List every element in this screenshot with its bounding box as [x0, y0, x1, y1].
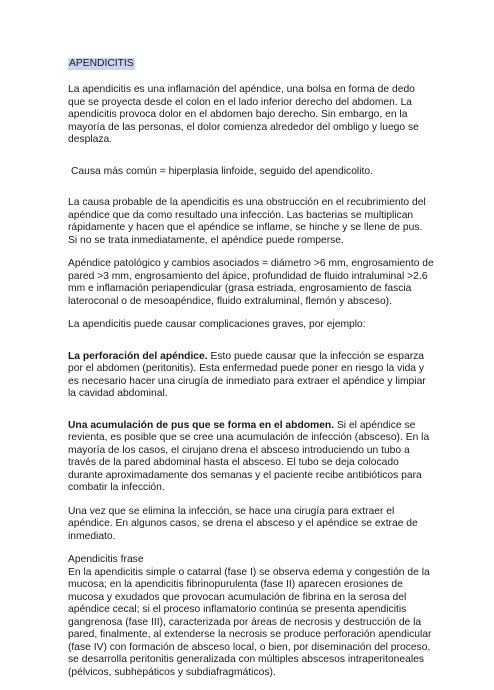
paragraph-abscess — [68, 420, 434, 495]
paragraph-perforation — [68, 351, 434, 401]
paragraph-pathologic-changes: Apéndice patológico y cambios asociados = diámetro >6 mm, engrosamiento de pared >3 mm, engrosamiento del ápice, profundidad de fluido intraluminal >2.6 mm e inflamación periapendicular (grasa estriada, engrosamiento de fascia lateroconal o de mesoapéndice, fluido extraluminal, flemón y absceso). — [68, 258, 434, 307]
paragraph-phases: En la apendicitis simple o catarral (fase I) se observa edema y congestión de la mucosa; en la apendicitis fibrinopurulenta (fase II) aparecen erosiones de mucosa y exudados que provocan acumulación de fibrina en la serosa del apéndice cecal; si el proceso inflamatorio continúa se presenta apendicitis gangrenosa (fase III), caracterizada por áreas de necrosis y destrucción de la pared, finalmente, al extenderse la necrosis se produce perforación apendicular (fase IV) con formación de absceso local, o bien, por diseminación del proceso, se desarrolla peritonitis generalizada con múltiples abscesos intraperitoneales (pélvicos, subhepáticos y subdiafragmáticos). — [68, 566, 432, 678]
perforation-text: Esto puede causar que la infección se esparza por el abdomen (peritonitis). Esta enfermedad puede poner en riesgo la vida y es necesario hacer una cirugía de inmediato para extraer el apéndice y limpiar la cavidad abdominal. — [68, 350, 426, 399]
abscess-heading: Una acumulación de pus que se forma en el abdomen. — [68, 419, 335, 431]
paragraph-common-cause: Causa más común = hiperplasia linfoide, seguido del apendicolito. — [71, 165, 373, 177]
abscess-text: Si el apéndice se revienta, es posible que se cree una acumulación de infección (absceso). En la mayoría de los casos, el cirujano drena el absceso introduciendo un tubo a través de la pared abdominal hasta el absceso. El tubo se deja colocado durante aproximadamente dos semanas y el paciente recibe antibióticos para combatir la infección. — [68, 419, 430, 493]
phase-heading: Apendicitis frase — [68, 554, 144, 565]
document-content — [68, 58, 434, 690]
paragraph-definition: La apendicitis es una inflamación del apéndice, una bolsa en forma de dedo que se proyecta desde el colon en el lado inferior derecho del abdomen. La apendicitis provoca dolor en el abdomen bajo derecho. Sin embargo, en la mayoría de las personas, el dolor comienza alrededor del ombligo y luego se desplaza. — [68, 84, 419, 145]
perforation-heading: La perforación del apéndice. — [68, 350, 208, 362]
document-title: APENDICITIS — [69, 58, 134, 69]
paragraph-complications-intro: La apendicitis puede causar complicaciones graves, por ejemplo: — [68, 319, 366, 330]
paragraph-after-infection: Una vez que se elimina la infección, se hace una cirugía para extraer el apéndice. En algunos casos, se drena el absceso y el apéndice se extrae de inmediato. — [68, 505, 418, 542]
paragraph-probable-cause: La causa probable de la apendicitis es una obstrucción en el recubrimiento del apéndice que da como resultado una infección. Las bacterias se multiplican rápidamente y hacen que el apéndice se inflame, se hinche y se llene de pus. Si no se trata inmediatamente, el apéndice puede romperse. — [68, 197, 426, 246]
